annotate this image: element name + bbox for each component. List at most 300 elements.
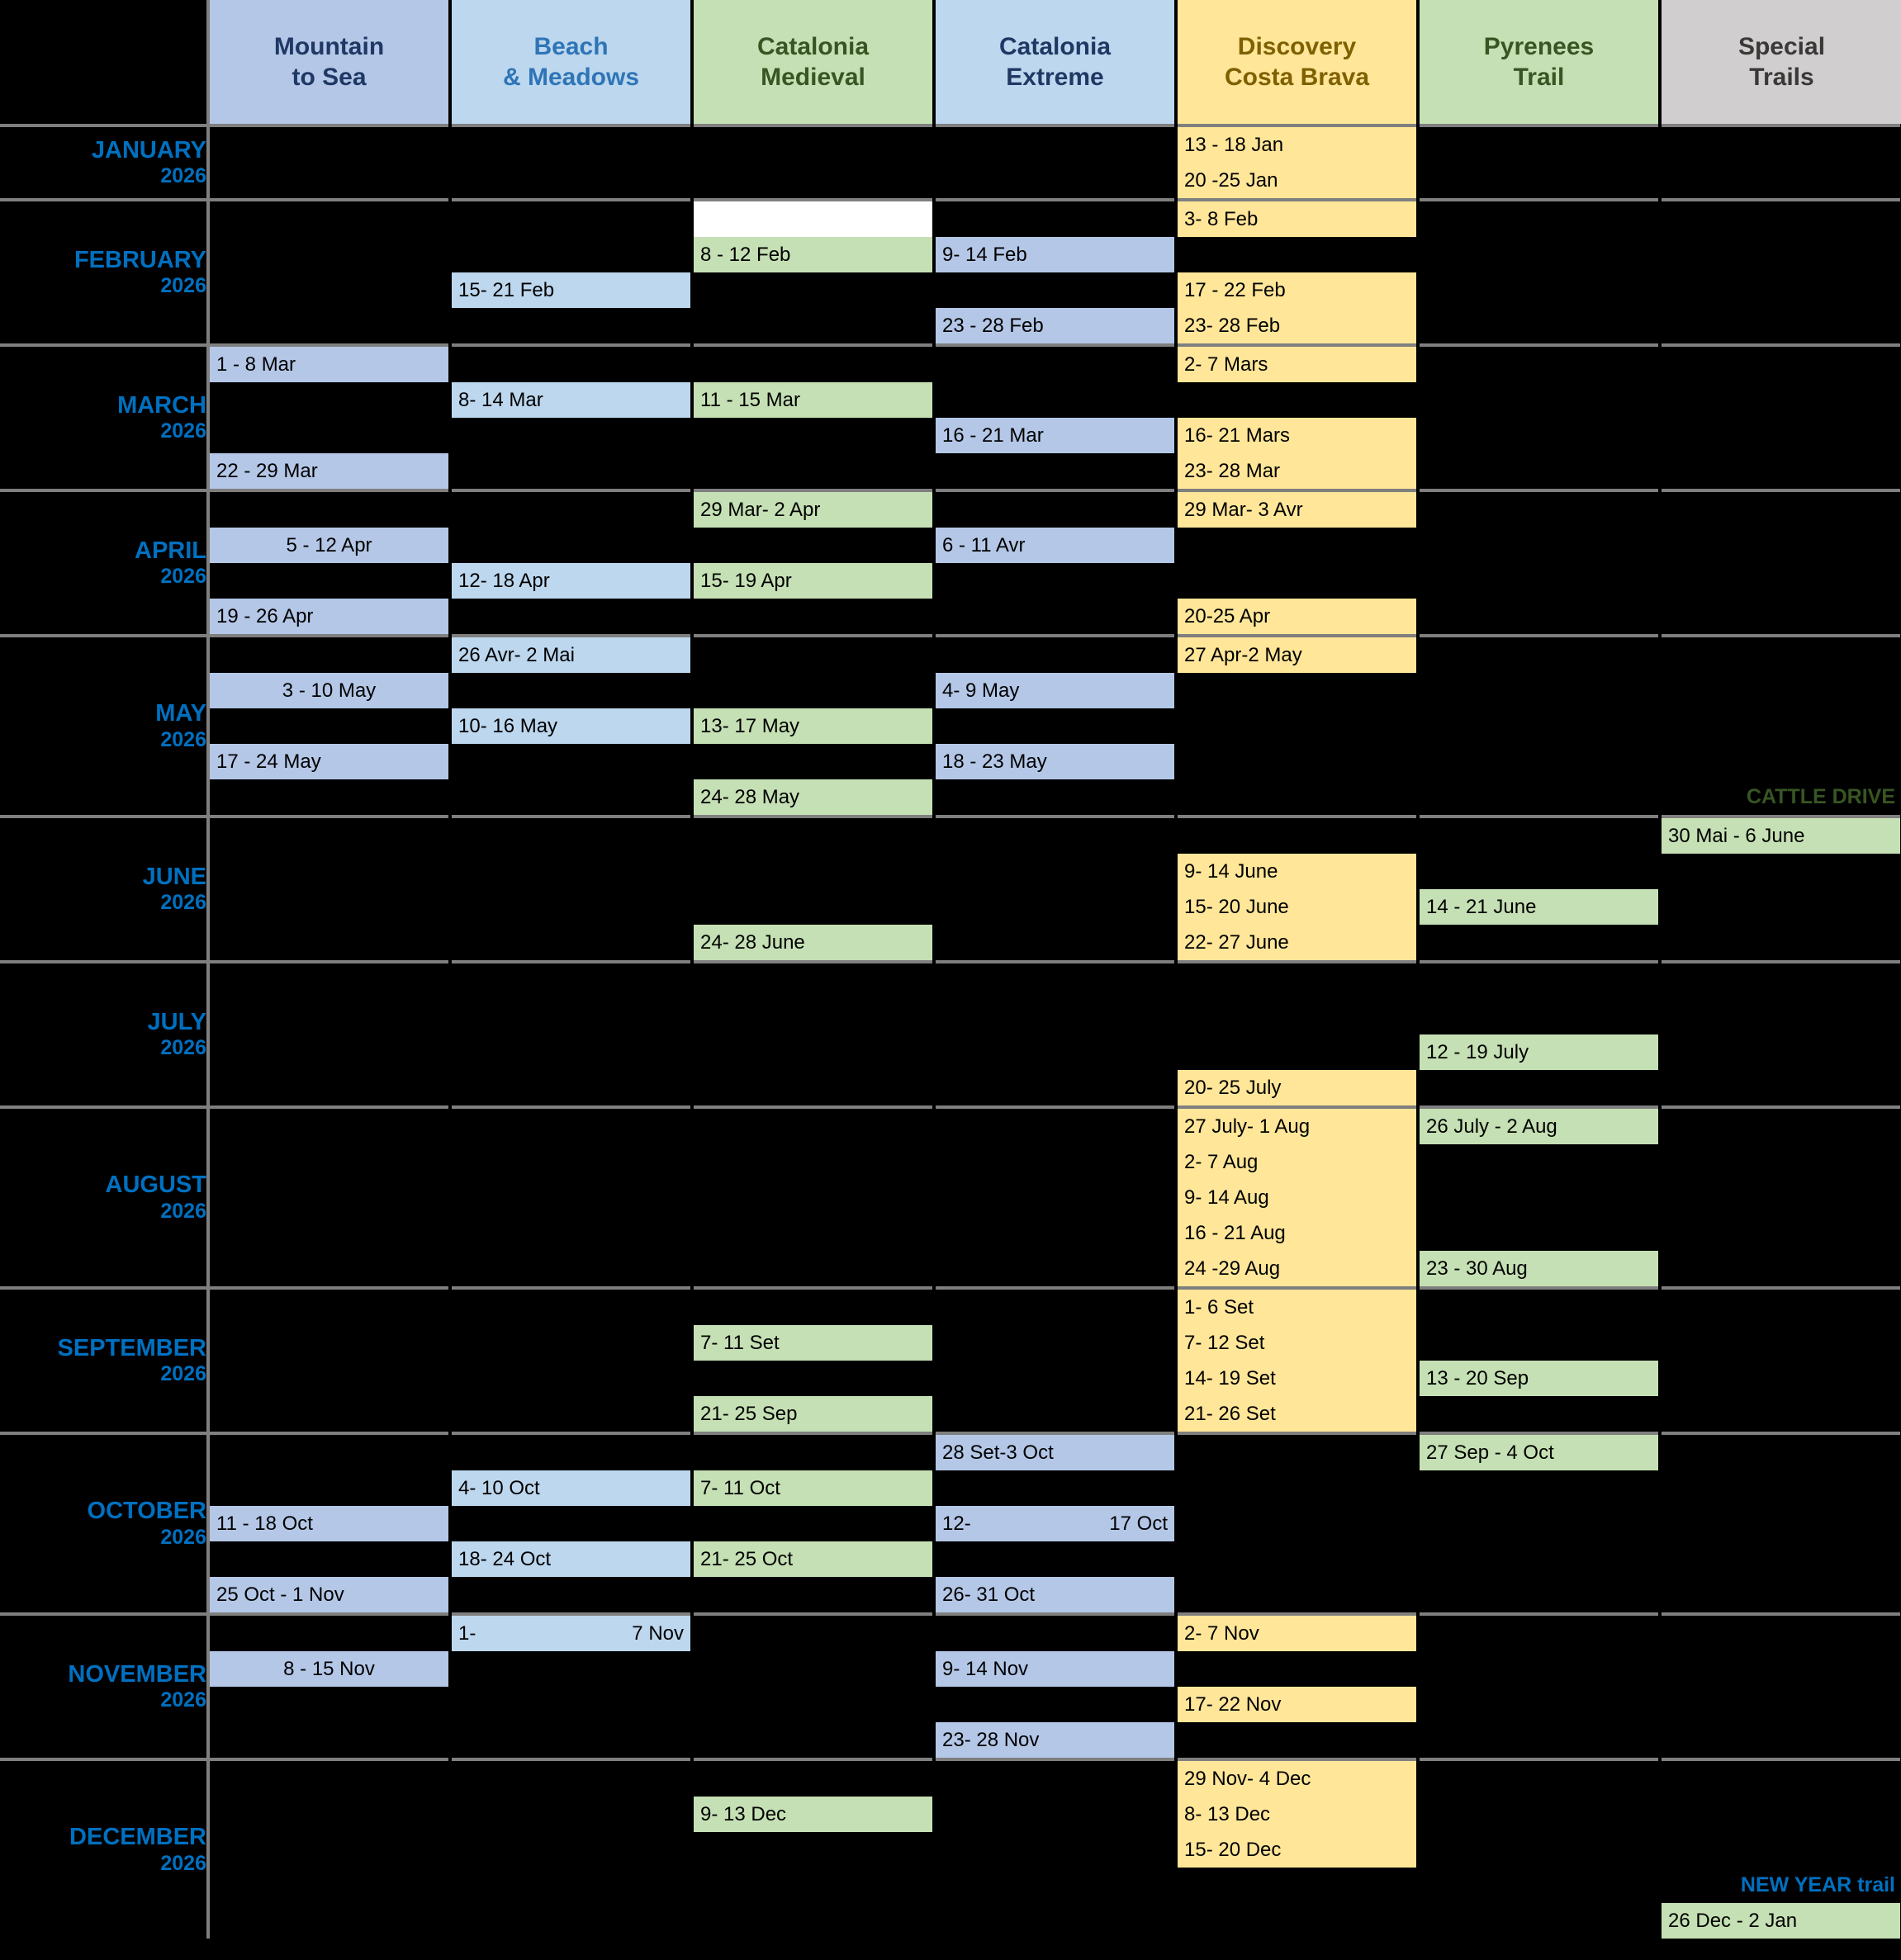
cell-bm bbox=[450, 1722, 692, 1759]
cell-ce bbox=[934, 1687, 1176, 1722]
cell-st bbox=[1660, 490, 1901, 528]
cell-dcb bbox=[1176, 308, 1418, 345]
date-chip[interactable]: 23 - 30 Aug bbox=[1420, 1251, 1658, 1286]
date-chip[interactable]: 8- 13 Dec bbox=[1178, 1797, 1416, 1832]
cell-mts bbox=[208, 999, 450, 1034]
date-chip[interactable]: 24 -29 Aug bbox=[1178, 1251, 1416, 1286]
cell-cm bbox=[692, 889, 934, 925]
cell-st bbox=[1660, 673, 1901, 708]
date-chip[interactable]: 3 - 10 May bbox=[210, 673, 448, 708]
cell-cm bbox=[692, 1614, 934, 1651]
cell-st bbox=[1660, 1832, 1901, 1868]
calendar-week-row bbox=[0, 636, 1901, 673]
cell-pt bbox=[1418, 1651, 1660, 1687]
cell-mts bbox=[208, 1541, 450, 1577]
date-chip[interactable]: 15- 20 June bbox=[1178, 889, 1416, 925]
cell-dcb bbox=[1176, 125, 1418, 163]
date-chip[interactable]: 12 - 19 July bbox=[1420, 1034, 1658, 1070]
calendar-week-row bbox=[0, 744, 1901, 779]
month-name: NOVEMBER bbox=[68, 1660, 206, 1688]
cell-st bbox=[1660, 1577, 1901, 1614]
cell-mts bbox=[208, 1651, 450, 1687]
cell-ce bbox=[934, 1797, 1176, 1832]
cell-pt bbox=[1418, 1251, 1660, 1288]
month-label-march bbox=[0, 345, 208, 490]
date-chip[interactable]: 8 - 15 Nov bbox=[210, 1651, 448, 1687]
month-label-april bbox=[0, 490, 208, 636]
month-name: OCTOBER bbox=[87, 1498, 206, 1525]
cell-dcb bbox=[1176, 1361, 1418, 1396]
cell-pt bbox=[1418, 854, 1660, 889]
cell-cm bbox=[692, 1251, 934, 1288]
calendar-week-row bbox=[0, 1614, 1901, 1651]
date-chip[interactable]: 7- 11 Oct bbox=[694, 1470, 932, 1506]
date-chip[interactable]: 2- 7 Aug bbox=[1178, 1144, 1416, 1180]
cell-pt bbox=[1418, 1325, 1660, 1361]
cell-dcb bbox=[1176, 272, 1418, 308]
cell-dcb bbox=[1176, 636, 1418, 673]
cell-ce bbox=[934, 1651, 1176, 1687]
cell-dcb bbox=[1176, 1433, 1418, 1470]
special-trail-label: NEW YEAR trail bbox=[1740, 1873, 1895, 1896]
header-line1: Pyrenees bbox=[1483, 32, 1595, 60]
date-chip[interactable]: 29 Mar- 2 Apr bbox=[694, 492, 932, 528]
date-chip[interactable]: 24- 28 June bbox=[694, 925, 932, 960]
date-chip[interactable]: 21- 26 Set bbox=[1178, 1396, 1416, 1432]
cell-mts bbox=[208, 1325, 450, 1361]
date-chip[interactable]: 20- 25 July bbox=[1178, 1070, 1416, 1105]
cell-bm bbox=[450, 1614, 692, 1651]
cell-ce bbox=[934, 237, 1176, 272]
date-chip[interactable] bbox=[452, 1616, 690, 1651]
cell-pt bbox=[1418, 563, 1660, 599]
cell-ce bbox=[934, 453, 1176, 490]
calendar-week-row bbox=[0, 1433, 1901, 1470]
cell-pt bbox=[1418, 272, 1660, 308]
calendar-week-row bbox=[0, 125, 1901, 163]
month-label-january bbox=[0, 125, 208, 200]
cell-cm bbox=[692, 1433, 934, 1470]
calendar-week-row bbox=[0, 490, 1901, 528]
cell-bm bbox=[450, 163, 692, 200]
cell-mts bbox=[208, 1577, 450, 1614]
cell-ce bbox=[934, 308, 1176, 345]
cell-pt bbox=[1418, 345, 1660, 382]
cell-pt bbox=[1418, 1180, 1660, 1215]
cell-mts bbox=[208, 1687, 450, 1722]
cell-bm bbox=[450, 854, 692, 889]
calendar-week-row bbox=[0, 345, 1901, 382]
cell-st bbox=[1660, 1433, 1901, 1470]
calendar-week-row bbox=[0, 962, 1901, 999]
cell-st bbox=[1660, 382, 1901, 418]
cell-bm bbox=[450, 1470, 692, 1506]
date-chip-end: 7 Nov bbox=[632, 1622, 684, 1645]
cell-cm bbox=[692, 563, 934, 599]
month-label-june bbox=[0, 817, 208, 962]
cell-dcb bbox=[1176, 779, 1418, 817]
cell-st bbox=[1660, 1868, 1901, 1903]
date-chip[interactable]: 12- 18 Apr bbox=[452, 563, 690, 599]
date-chip[interactable]: 23- 28 Mar bbox=[1178, 453, 1416, 489]
date-chip[interactable]: 23- 28 Nov bbox=[936, 1722, 1174, 1758]
date-chip[interactable]: 3- 8 Feb bbox=[1178, 201, 1416, 237]
cell-pt bbox=[1418, 1396, 1660, 1433]
cell-bm bbox=[450, 636, 692, 673]
cell-pt bbox=[1418, 962, 1660, 999]
date-chip[interactable]: 27 July- 1 Aug bbox=[1178, 1109, 1416, 1144]
date-chip[interactable]: 22 - 29 Mar bbox=[210, 453, 448, 489]
cell-mts bbox=[208, 272, 450, 308]
cell-bm bbox=[450, 1541, 692, 1577]
cell-mts bbox=[208, 1361, 450, 1396]
cell-dcb bbox=[1176, 1506, 1418, 1541]
month-label-july bbox=[0, 962, 208, 1107]
date-chip[interactable]: 13 - 18 Jan bbox=[1178, 127, 1416, 163]
cell-mts bbox=[208, 854, 450, 889]
month-year: 2026 bbox=[160, 1851, 206, 1875]
date-chip[interactable]: 14- 19 Set bbox=[1178, 1361, 1416, 1396]
cell-st bbox=[1660, 999, 1901, 1034]
cell-cm bbox=[692, 1722, 934, 1759]
cell-pt bbox=[1418, 889, 1660, 925]
cell-dcb bbox=[1176, 382, 1418, 418]
cell-cm bbox=[692, 1144, 934, 1180]
header-line1: Catalonia bbox=[998, 32, 1112, 60]
cell-dcb bbox=[1176, 817, 1418, 854]
cell-ce bbox=[934, 272, 1176, 308]
date-chip[interactable]: 29 Nov- 4 Dec bbox=[1178, 1761, 1416, 1797]
cell-dcb bbox=[1176, 744, 1418, 779]
date-chip[interactable] bbox=[936, 1506, 1174, 1541]
cell-pt bbox=[1418, 999, 1660, 1034]
cell-dcb bbox=[1176, 889, 1418, 925]
calendar-week-row bbox=[0, 1541, 1901, 1577]
cell-mts bbox=[208, 1251, 450, 1288]
cell-mts bbox=[208, 1868, 450, 1903]
date-chip[interactable]: 15- 19 Apr bbox=[694, 563, 932, 599]
calendar-week-row bbox=[0, 528, 1901, 563]
cell-cm bbox=[692, 382, 934, 418]
month-name: JANUARY bbox=[91, 136, 206, 163]
date-chip[interactable]: 19 - 26 Apr bbox=[210, 599, 448, 634]
cell-st bbox=[1660, 345, 1901, 382]
cell-cm bbox=[692, 1107, 934, 1144]
cell-st bbox=[1660, 1651, 1901, 1687]
cell-dcb bbox=[1176, 1070, 1418, 1107]
date-chip[interactable]: 22- 27 June bbox=[1178, 925, 1416, 960]
date-chip[interactable]: 18 - 23 May bbox=[936, 744, 1174, 779]
cell-ce bbox=[934, 200, 1176, 237]
cell-st bbox=[1660, 1361, 1901, 1396]
calendar-week-row bbox=[0, 1107, 1901, 1144]
special-trail-label: CATTLE DRIVE bbox=[1746, 785, 1895, 808]
date-chip[interactable]: 16 - 21 Aug bbox=[1178, 1215, 1416, 1251]
cell-pt bbox=[1418, 925, 1660, 962]
month-name: MAY bbox=[155, 700, 206, 727]
cell-ce bbox=[934, 418, 1176, 453]
cell-mts bbox=[208, 125, 450, 163]
cell-ce bbox=[934, 779, 1176, 817]
cell-pt bbox=[1418, 200, 1660, 237]
cell-pt bbox=[1418, 1107, 1660, 1144]
cell-dcb bbox=[1176, 599, 1418, 636]
calendar-week-row bbox=[0, 1577, 1901, 1614]
header-line2: Extreme bbox=[1006, 64, 1104, 91]
date-chip[interactable]: 16- 21 Mars bbox=[1178, 418, 1416, 453]
calendar-week-row bbox=[0, 163, 1901, 200]
cell-ce bbox=[934, 1577, 1176, 1614]
date-chip[interactable]: 1 - 8 Mar bbox=[210, 347, 448, 382]
header-line1: Beach bbox=[533, 32, 609, 60]
cell-dcb bbox=[1176, 1144, 1418, 1180]
month-label-september bbox=[0, 1288, 208, 1433]
cell-cm bbox=[692, 1832, 934, 1868]
cell-ce bbox=[934, 1288, 1176, 1325]
date-chip[interactable]: 8 - 12 Feb bbox=[694, 237, 932, 272]
cell-mts bbox=[208, 163, 450, 200]
cell-ce bbox=[934, 925, 1176, 962]
cell-dcb bbox=[1176, 1797, 1418, 1832]
date-chip[interactable]: 20 -25 Jan bbox=[1178, 163, 1416, 198]
calendar-week-row bbox=[0, 1759, 1901, 1797]
cell-bm bbox=[450, 1180, 692, 1215]
header-line2: Medieval bbox=[761, 64, 865, 91]
cell-dcb bbox=[1176, 528, 1418, 563]
cell-ce bbox=[934, 1903, 1176, 1939]
cell-cm bbox=[692, 1215, 934, 1251]
date-chip[interactable]: 7- 12 Set bbox=[1178, 1325, 1416, 1361]
cell-bm bbox=[450, 925, 692, 962]
date-chip[interactable]: 27 Sep - 4 Oct bbox=[1420, 1435, 1658, 1470]
cell-dcb bbox=[1176, 1215, 1418, 1251]
date-chip[interactable]: 15- 21 Feb bbox=[452, 272, 690, 308]
cell-bm bbox=[450, 1868, 692, 1903]
cell-ce bbox=[934, 599, 1176, 636]
month-name: JULY bbox=[147, 1008, 206, 1035]
cell-cm bbox=[692, 1759, 934, 1797]
cell-cm bbox=[692, 1070, 934, 1107]
cell-bm bbox=[450, 308, 692, 345]
cell-mts bbox=[208, 1034, 450, 1070]
cell-mts bbox=[208, 636, 450, 673]
calendar-week-row bbox=[0, 382, 1901, 418]
date-chip[interactable]: 26 Avr- 2 Mai bbox=[452, 637, 690, 673]
date-chip[interactable]: 17 - 24 May bbox=[210, 744, 448, 779]
date-chip[interactable]: 11 - 15 Mar bbox=[694, 382, 932, 418]
cell-bm bbox=[450, 490, 692, 528]
cell-pt bbox=[1418, 1832, 1660, 1868]
calendar-week-row bbox=[0, 200, 1901, 237]
date-chip[interactable]: 21- 25 Oct bbox=[694, 1541, 932, 1577]
date-chip[interactable]: 2- 7 Nov bbox=[1178, 1616, 1416, 1651]
date-chip[interactable]: 13 - 20 Sep bbox=[1420, 1361, 1658, 1396]
date-chip[interactable]: 7- 11 Set bbox=[694, 1325, 932, 1361]
cell-pt bbox=[1418, 1433, 1660, 1470]
cell-cm bbox=[692, 1506, 934, 1541]
cell-ce bbox=[934, 1541, 1176, 1577]
cell-pt bbox=[1418, 1722, 1660, 1759]
cell-bm bbox=[450, 563, 692, 599]
cell-st bbox=[1660, 1034, 1901, 1070]
date-chip[interactable]: 9- 14 Nov bbox=[936, 1651, 1174, 1687]
date-chip[interactable]: 15- 20 Dec bbox=[1178, 1832, 1416, 1868]
cell-dcb bbox=[1176, 1687, 1418, 1722]
date-chip[interactable]: 20-25 Apr bbox=[1178, 599, 1416, 634]
cell-st bbox=[1660, 1325, 1901, 1361]
cell-mts bbox=[208, 779, 450, 817]
cell-pt bbox=[1418, 1470, 1660, 1506]
cell-ce bbox=[934, 1506, 1176, 1541]
date-chip[interactable]: 21- 25 Sep bbox=[694, 1396, 932, 1432]
cell-pt bbox=[1418, 125, 1660, 163]
cell-cm bbox=[692, 673, 934, 708]
cell-bm bbox=[450, 708, 692, 744]
cell-ce bbox=[934, 708, 1176, 744]
cell-cm bbox=[692, 1903, 934, 1939]
month-label-february bbox=[0, 200, 208, 345]
cell-bm bbox=[450, 1288, 692, 1325]
header-line2: Costa Brava bbox=[1224, 64, 1370, 91]
calendar-week-row bbox=[0, 1506, 1901, 1541]
cell-cm bbox=[692, 744, 934, 779]
month-name: AUGUST bbox=[105, 1172, 206, 1199]
cell-bm bbox=[450, 744, 692, 779]
cell-st bbox=[1660, 1722, 1901, 1759]
date-chip[interactable]: 28 Set-3 Oct bbox=[936, 1435, 1174, 1470]
header-special-trails bbox=[1660, 0, 1901, 125]
date-chip[interactable]: 25 Oct - 1 Nov bbox=[210, 1577, 448, 1612]
date-chip[interactable]: 14 - 21 June bbox=[1420, 889, 1658, 925]
month-label-may bbox=[0, 636, 208, 817]
date-chip[interactable]: 26 July - 2 Aug bbox=[1420, 1109, 1658, 1144]
date-chip[interactable]: 27 Apr-2 May bbox=[1178, 637, 1416, 673]
cell-bm bbox=[450, 418, 692, 453]
header-catalonia-medieval bbox=[692, 0, 934, 125]
date-chip[interactable]: 29 Mar- 3 Avr bbox=[1178, 492, 1416, 528]
cell-st bbox=[1660, 1215, 1901, 1251]
cell-st bbox=[1660, 1797, 1901, 1832]
date-chip[interactable]: 17 - 22 Feb bbox=[1178, 272, 1416, 308]
cell-st bbox=[1660, 1687, 1901, 1722]
calendar-week-row bbox=[0, 1215, 1901, 1251]
cell-ce bbox=[934, 962, 1176, 999]
cell-mts bbox=[208, 1759, 450, 1797]
cell-st bbox=[1660, 1107, 1901, 1144]
date-chip[interactable]: 9- 14 Aug bbox=[1178, 1180, 1416, 1215]
date-chip[interactable]: 26- 31 Oct bbox=[936, 1577, 1174, 1612]
cell-pt bbox=[1418, 1577, 1660, 1614]
cell-cm bbox=[692, 1470, 934, 1506]
date-chip[interactable]: 16 - 21 Mar bbox=[936, 418, 1174, 453]
cell-mts bbox=[208, 1070, 450, 1107]
cell-st bbox=[1660, 163, 1901, 200]
date-chip[interactable]: 18- 24 Oct bbox=[452, 1541, 690, 1577]
cell-cm bbox=[692, 817, 934, 854]
cell-cm bbox=[692, 599, 934, 636]
cell-ce bbox=[934, 125, 1176, 163]
cell-ce bbox=[934, 1759, 1176, 1797]
date-chip[interactable]: 13- 17 May bbox=[694, 708, 932, 744]
cell-st bbox=[1660, 1614, 1901, 1651]
date-chip[interactable]: 4- 10 Oct bbox=[452, 1470, 690, 1506]
date-chip[interactable]: 9- 13 Dec bbox=[694, 1797, 932, 1832]
cell-bm bbox=[450, 125, 692, 163]
date-chip[interactable]: 9- 14 June bbox=[1178, 854, 1416, 889]
cell-ce bbox=[934, 1034, 1176, 1070]
date-chip[interactable]: 30 Mai - 6 June bbox=[1662, 818, 1900, 854]
cell-bm bbox=[450, 237, 692, 272]
date-chip[interactable]: 11 - 18 Oct bbox=[210, 1506, 448, 1541]
calendar-body bbox=[0, 125, 1901, 1939]
cell-pt bbox=[1418, 1868, 1660, 1903]
cell-pt bbox=[1418, 418, 1660, 453]
date-chip[interactable]: 23 - 28 Feb bbox=[936, 308, 1174, 343]
date-chip[interactable]: 8- 14 Mar bbox=[452, 382, 690, 418]
cell-mts bbox=[208, 673, 450, 708]
cell-mts bbox=[208, 237, 450, 272]
calendar-week-row bbox=[0, 1903, 1901, 1939]
cell-ce bbox=[934, 1180, 1176, 1215]
date-chip[interactable]: 26 Dec - 2 Jan bbox=[1662, 1903, 1900, 1939]
cell-pt bbox=[1418, 1614, 1660, 1651]
cell-cm bbox=[692, 1687, 934, 1722]
cell-ce bbox=[934, 1144, 1176, 1180]
date-chip[interactable]: 24- 28 May bbox=[694, 779, 932, 815]
date-chip[interactable]: 9- 14 Feb bbox=[936, 237, 1174, 272]
calendar-week-row bbox=[0, 237, 1901, 272]
cell-pt bbox=[1418, 1215, 1660, 1251]
cell-bm bbox=[450, 1832, 692, 1868]
cell-bm bbox=[450, 999, 692, 1034]
cell-mts bbox=[208, 1506, 450, 1541]
calendar-week-row bbox=[0, 418, 1901, 453]
date-chip[interactable]: 17- 22 Nov bbox=[1178, 1687, 1416, 1722]
cell-pt bbox=[1418, 237, 1660, 272]
date-chip[interactable]: 5 - 12 Apr bbox=[210, 528, 448, 563]
cell-ce bbox=[934, 1107, 1176, 1144]
header-line2: Trails bbox=[1749, 64, 1814, 91]
cell-st bbox=[1660, 528, 1901, 563]
calendar-week-row bbox=[0, 1868, 1901, 1903]
cell-ce bbox=[934, 854, 1176, 889]
cell-ce bbox=[934, 1433, 1176, 1470]
calendar-week-row bbox=[0, 889, 1901, 925]
cell-bm bbox=[450, 1651, 692, 1687]
date-chip[interactable]: 10- 16 May bbox=[452, 708, 690, 744]
cell-mts bbox=[208, 708, 450, 744]
date-chip[interactable]: 6 - 11 Avr bbox=[936, 528, 1174, 563]
cell-dcb bbox=[1176, 1251, 1418, 1288]
cell-pt bbox=[1418, 1506, 1660, 1541]
date-chip[interactable]: 23- 28 Feb bbox=[1178, 308, 1416, 343]
cell-st bbox=[1660, 744, 1901, 779]
cell-dcb bbox=[1176, 163, 1418, 200]
date-chip[interactable]: 2- 7 Mars bbox=[1178, 347, 1416, 382]
cell-ce bbox=[934, 1722, 1176, 1759]
cell-ce bbox=[934, 345, 1176, 382]
date-chip[interactable]: 4- 9 May bbox=[936, 673, 1174, 708]
cell-st bbox=[1660, 1288, 1901, 1325]
cell-pt bbox=[1418, 1288, 1660, 1325]
date-chip[interactable] bbox=[694, 201, 932, 237]
cell-dcb bbox=[1176, 673, 1418, 708]
cell-mts bbox=[208, 817, 450, 854]
calendar-week-row bbox=[0, 1251, 1901, 1288]
date-chip-end: 17 Oct bbox=[1109, 1513, 1168, 1535]
cell-mts bbox=[208, 1180, 450, 1215]
date-chip[interactable]: 1- 6 Set bbox=[1178, 1290, 1416, 1325]
